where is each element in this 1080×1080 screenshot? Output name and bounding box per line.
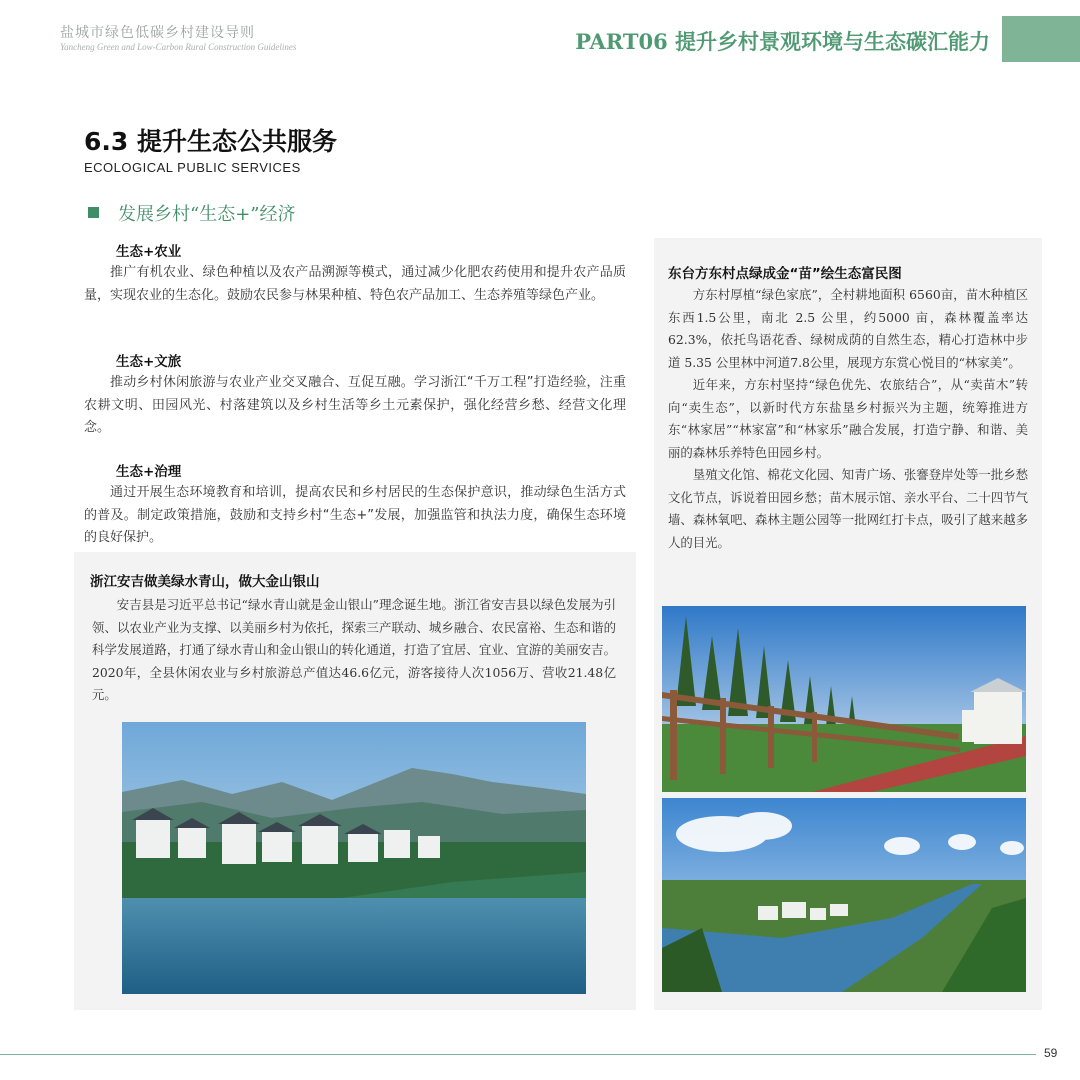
block-agriculture xyxy=(84,240,626,307)
part-label: PART06 提升乡村景观环境与生态碳汇能力 xyxy=(575,29,990,54)
photo-anji-village xyxy=(122,722,586,994)
block-tourism xyxy=(84,350,626,440)
case-title: 浙江安吉做美绿水青山，做大金山银山 xyxy=(90,574,320,590)
block-body: 通过开展生态环境教育和培训，提高农民和乡村居民的生态保护意识，推动绿色生活方式的普及。制定政策措施，鼓励和支持乡村“生态+”发展，加强监管和执法力度，确保生态环境的良好保护。 xyxy=(84,485,626,545)
block-title: 生态+文旅 xyxy=(116,354,182,370)
guide-title: 盐城市绿色低碳乡村建设导则 xyxy=(60,25,255,41)
case-paragraph: 垦殖文化馆、棉花文化园、知青广场、张謇登岸处等一批乡愁文化节点，诉说着田园乡愁；苗木展示馆、亲水平台、二十四节气墙、森林氧吧、森林主题公园等一批网红打卡点，吸引了越来越多人的目光。 xyxy=(668,467,1028,550)
case-body: 安吉县是习近平总书记“绿水青山就是金山银山”理念诞生地。浙江省安吉县以绿色发展为引领、以农业产业为支撑、以美丽乡村为依托，探索三产联动、城乡融合、农民富裕、生态和谐的科学发展道路，打通了绿水青山和金山银山的转化通道，打造了宜居、宜业、宜游的美丽安吉。2020年，全县休闲农业与乡村旅游总产值达46.6亿元，游客接待人次1056万、营收21.48亿元。 xyxy=(92,597,616,702)
case-box-anji xyxy=(74,552,636,1010)
block-title: 生态+治理 xyxy=(116,464,182,480)
section-subtitle: ECOLOGICAL PUBLIC SERVICES xyxy=(84,160,301,175)
case-title: 东台方东村点绿成金“苗”绘生态富民图 xyxy=(668,266,902,282)
square-bullet-icon xyxy=(88,207,99,218)
block-body: 推广有机农业、绿色种植以及农产品溯源等模式，通过减少化肥农药使用和提升农产品质量，实现农业的生态化。鼓励农民参与林果种植、特色农产品加工、生态养殖等绿色产业。 xyxy=(84,265,626,303)
block-body: 推动乡村休闲旅游与农业产业交叉融合、互促互融。学习浙江“千万工程”打造经验，注重农耕文明、田园风光、村落建筑以及乡村生活等乡土元素保护，强化经营乡愁、经营文化理念。 xyxy=(84,375,626,435)
case-paragraph: 近年来，方东村坚持“绿色优先、农旅结合”，从“卖苗木”转向“卖生态”，以新时代方东盐垦乡村振兴为主题，统筹推进方东“林家居”“林家富”和“林家乐”融合发展，打造宁静、和谐、美丽的森林乐养特色田园乡村。 xyxy=(668,377,1028,460)
footer-rule xyxy=(0,1054,1036,1055)
photo-river-aerial xyxy=(662,798,1026,992)
block-governance xyxy=(84,460,626,550)
block-title: 生态+农业 xyxy=(116,244,182,260)
case-paragraph: 方东村厚植“绿色家底”，全村耕地面积 6560亩，苗木种植区东西1.5公里，南北 2.5 公里，约5000 亩，森林覆盖率达 62.3%，依托鸟语花香、绿树成荫的自然生态，精心打造林中步道 5.35 公里林中河道7.8公里，展现方东赏心悦目的“林家美”。 xyxy=(668,287,1028,370)
case-body xyxy=(668,284,1028,554)
header-tab xyxy=(1002,16,1080,62)
page-number: 59 xyxy=(1044,1046,1058,1060)
photo-forest-path xyxy=(662,606,1026,792)
case-box-dongtai xyxy=(654,238,1042,1010)
subheading: 发展乡村“生态+”经济 xyxy=(118,204,296,225)
guide-title-en: Yancheng Green and Low-Carbon Rural Construction Guidelines xyxy=(60,42,297,52)
section-title: 6.3 提升生态公共服务 xyxy=(84,127,337,156)
